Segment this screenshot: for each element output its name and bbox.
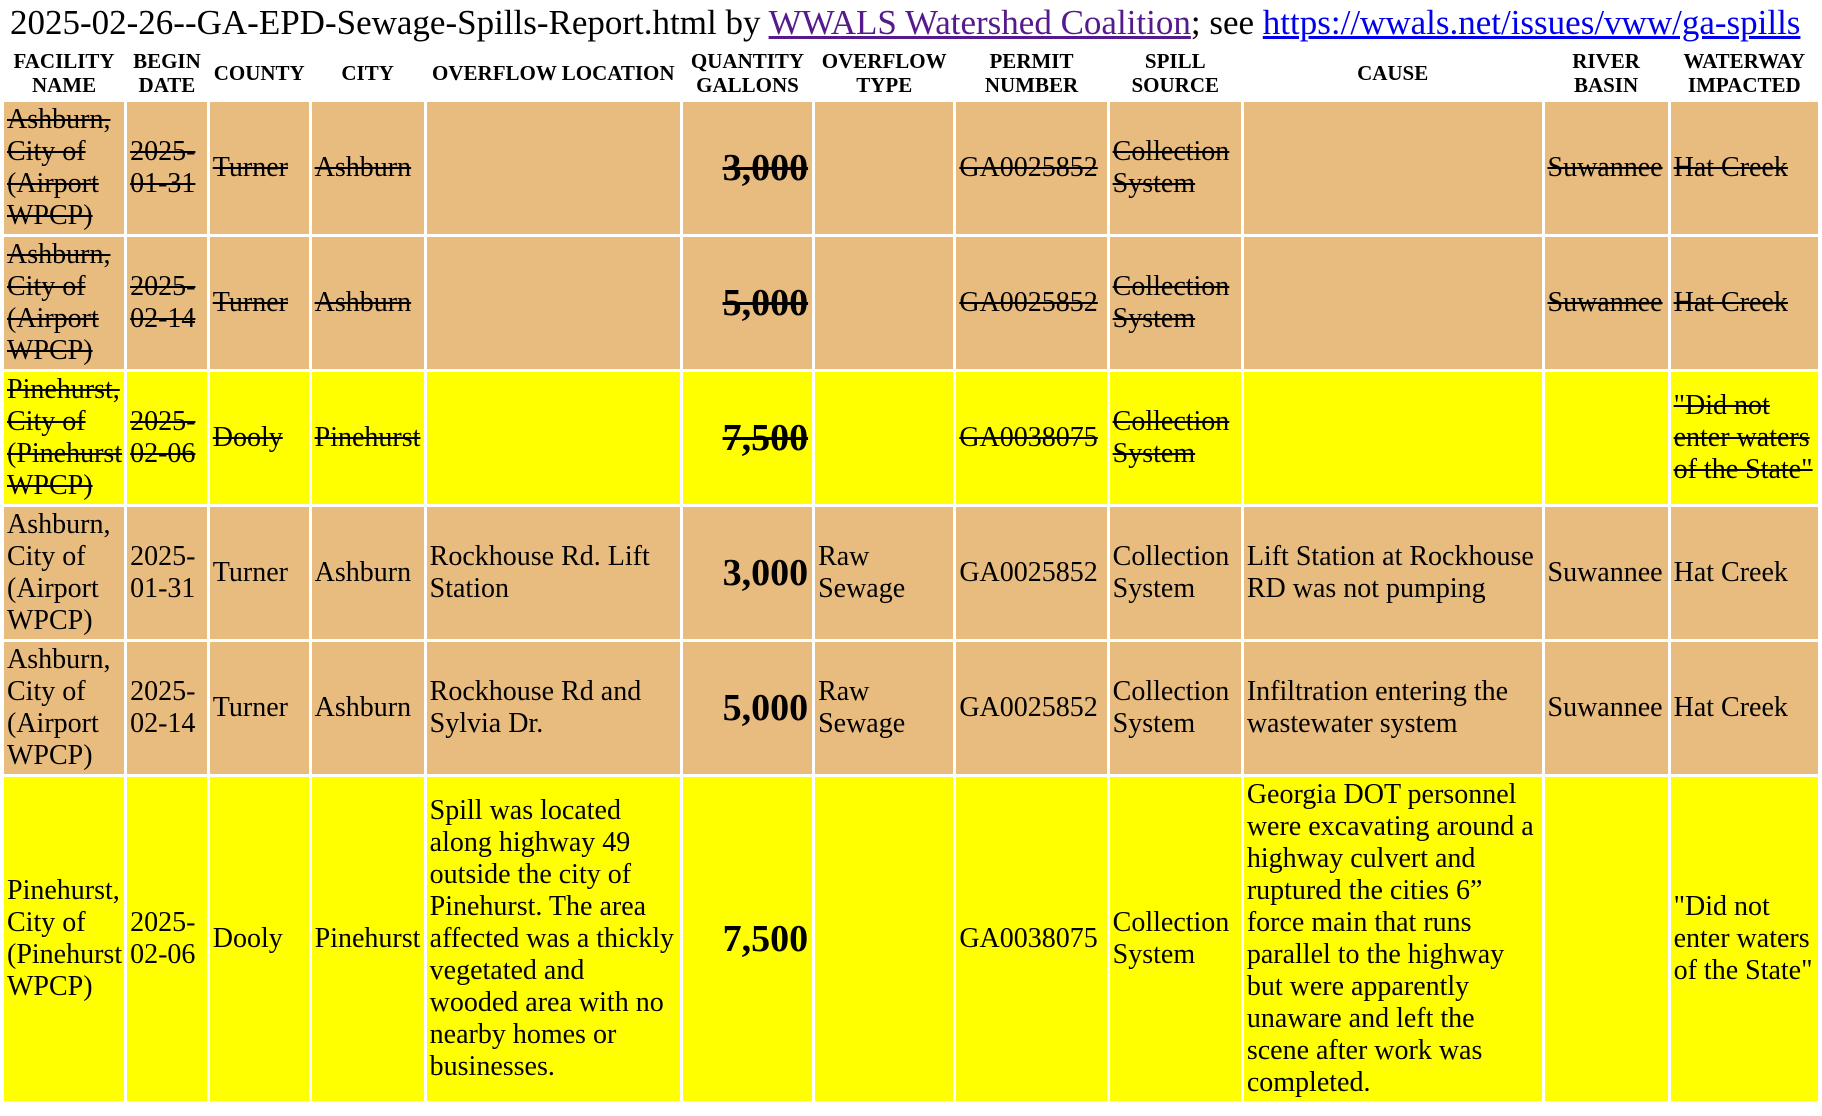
cell-permit: GA0025852 xyxy=(956,507,1106,639)
table-row-struck xyxy=(4,372,1818,504)
col-header-quantity: QUANTITY GALLONS xyxy=(683,47,812,99)
cell-waterway: "Did not enter waters of the State" xyxy=(1671,372,1818,504)
see-text: ; see xyxy=(1190,3,1263,42)
cell-waterway: Hat Creek xyxy=(1671,102,1818,234)
col-header-facility: FACILITY NAME xyxy=(4,47,124,99)
by-text: by xyxy=(716,3,769,42)
cell-basin: Suwannee xyxy=(1545,642,1668,774)
cell-location xyxy=(427,102,680,234)
cell-facility: Pinehurst, City of (Pinehurst WPCP) xyxy=(4,372,124,504)
cell-cause: Georgia DOT personnel were excavating around a highway culvert and ruptured the cities 6” force main that runs parallel to the highway but were apparently unaware and left the scene after work was completed. xyxy=(1244,777,1542,1101)
cell-cause xyxy=(1244,237,1542,369)
cell-basin: Suwannee xyxy=(1545,102,1668,234)
col-header-county: COUNTY xyxy=(210,47,309,99)
table-row xyxy=(4,642,1818,774)
spills-table xyxy=(1,44,1821,1104)
cell-date: 2025-02-06 xyxy=(127,777,207,1101)
cell-county: Turner xyxy=(210,642,309,774)
cell-source: Collection System xyxy=(1110,372,1241,504)
cell-location xyxy=(427,237,680,369)
cell-facility: Ashburn, City of (Airport WPCP) xyxy=(4,507,124,639)
cell-city: Pinehurst xyxy=(312,372,424,504)
cell-type xyxy=(815,777,953,1101)
cell-cause: Infiltration entering the wastewater system xyxy=(1244,642,1542,774)
cell-waterway: Hat Creek xyxy=(1671,237,1818,369)
table-row xyxy=(4,507,1818,639)
col-header-cause: CAUSE xyxy=(1244,47,1542,99)
cell-city: Ashburn xyxy=(312,102,424,234)
col-header-waterway: WATERWAY IMPACTED xyxy=(1671,47,1818,99)
cell-basin: Suwannee xyxy=(1545,507,1668,639)
cell-quantity: 7,500 xyxy=(683,777,812,1101)
ga-spills-link[interactable]: https://wwals.net/issues/vww/ga-spills xyxy=(1262,3,1801,42)
col-header-city: CITY xyxy=(312,47,424,99)
cell-city: Ashburn xyxy=(312,237,424,369)
cell-city: Pinehurst xyxy=(312,777,424,1101)
cell-date: 2025-01-31 xyxy=(127,102,207,234)
cell-type xyxy=(815,237,953,369)
cell-cause xyxy=(1244,372,1542,504)
cell-location: Rockhouse Rd. Lift Station xyxy=(427,507,680,639)
cell-source: Collection System xyxy=(1110,102,1241,234)
cell-type xyxy=(815,372,953,504)
cell-county: Dooly xyxy=(210,372,309,504)
cell-facility: Pinehurst, City of (Pinehurst WPCP) xyxy=(4,777,124,1101)
cell-permit: GA0038075 xyxy=(956,372,1106,504)
table-row-struck xyxy=(4,102,1818,234)
cell-county: Turner xyxy=(210,237,309,369)
cell-quantity: 3,000 xyxy=(683,507,812,639)
table-row xyxy=(4,777,1818,1101)
report-filename: 2025-02-26--GA-EPD-Sewage-Spills-Report.html xyxy=(10,3,717,42)
cell-permit: GA0025852 xyxy=(956,642,1106,774)
cell-waterway: "Did not enter waters of the State" xyxy=(1671,777,1818,1101)
cell-date: 2025-01-31 xyxy=(127,507,207,639)
cell-location: Spill was located along highway 49 outside the city of Pinehurst. The area affected was a thickly vegetated and wooded area with no nearby homes or businesses. xyxy=(427,777,680,1101)
cell-quantity: 7,500 xyxy=(683,372,812,504)
col-header-location: OVERFLOW LOCATION xyxy=(427,47,680,99)
col-header-basin: RIVER BASIN xyxy=(1545,47,1668,99)
cell-source: Collection System xyxy=(1110,507,1241,639)
cell-date: 2025-02-14 xyxy=(127,642,207,774)
cell-basin xyxy=(1545,777,1668,1101)
col-header-date: BEGIN DATE xyxy=(127,47,207,99)
cell-location xyxy=(427,372,680,504)
cell-type: Raw Sewage xyxy=(815,507,953,639)
cell-type: Raw Sewage xyxy=(815,642,953,774)
cell-city: Ashburn xyxy=(312,642,424,774)
cell-permit: GA0038075 xyxy=(956,777,1106,1101)
cell-source: Collection System xyxy=(1110,777,1241,1101)
cell-waterway: Hat Creek xyxy=(1671,507,1818,639)
col-header-permit: PERMIT NUMBER xyxy=(956,47,1106,99)
cell-cause: Lift Station at Rockhouse RD was not pumping xyxy=(1244,507,1542,639)
cell-date: 2025-02-14 xyxy=(127,237,207,369)
report-title-line xyxy=(0,0,1822,44)
cell-date: 2025-02-06 xyxy=(127,372,207,504)
col-header-source: SPILL SOURCE xyxy=(1110,47,1241,99)
col-header-type: OVERFLOW TYPE xyxy=(815,47,953,99)
cell-type xyxy=(815,102,953,234)
table-header-row xyxy=(4,47,1818,99)
cell-quantity: 3,000 xyxy=(683,102,812,234)
cell-permit: GA0025852 xyxy=(956,237,1106,369)
cell-county: Dooly xyxy=(210,777,309,1101)
cell-quantity: 5,000 xyxy=(683,237,812,369)
cell-permit: GA0025852 xyxy=(956,102,1106,234)
cell-waterway: Hat Creek xyxy=(1671,642,1818,774)
cell-source: Collection System xyxy=(1110,642,1241,774)
cell-facility: Ashburn, City of (Airport WPCP) xyxy=(4,237,124,369)
cell-county: Turner xyxy=(210,102,309,234)
cell-basin: Suwannee xyxy=(1545,237,1668,369)
cell-facility: Ashburn, City of (Airport WPCP) xyxy=(4,642,124,774)
cell-location: Rockhouse Rd and Sylvia Dr. xyxy=(427,642,680,774)
cell-source: Collection System xyxy=(1110,237,1241,369)
cell-basin xyxy=(1545,372,1668,504)
cell-city: Ashburn xyxy=(312,507,424,639)
wwals-link[interactable]: WWALS Watershed Coalition xyxy=(768,3,1191,42)
cell-facility: Ashburn, City of (Airport WPCP) xyxy=(4,102,124,234)
table-row-struck xyxy=(4,237,1818,369)
cell-quantity: 5,000 xyxy=(683,642,812,774)
cell-cause xyxy=(1244,102,1542,234)
cell-county: Turner xyxy=(210,507,309,639)
